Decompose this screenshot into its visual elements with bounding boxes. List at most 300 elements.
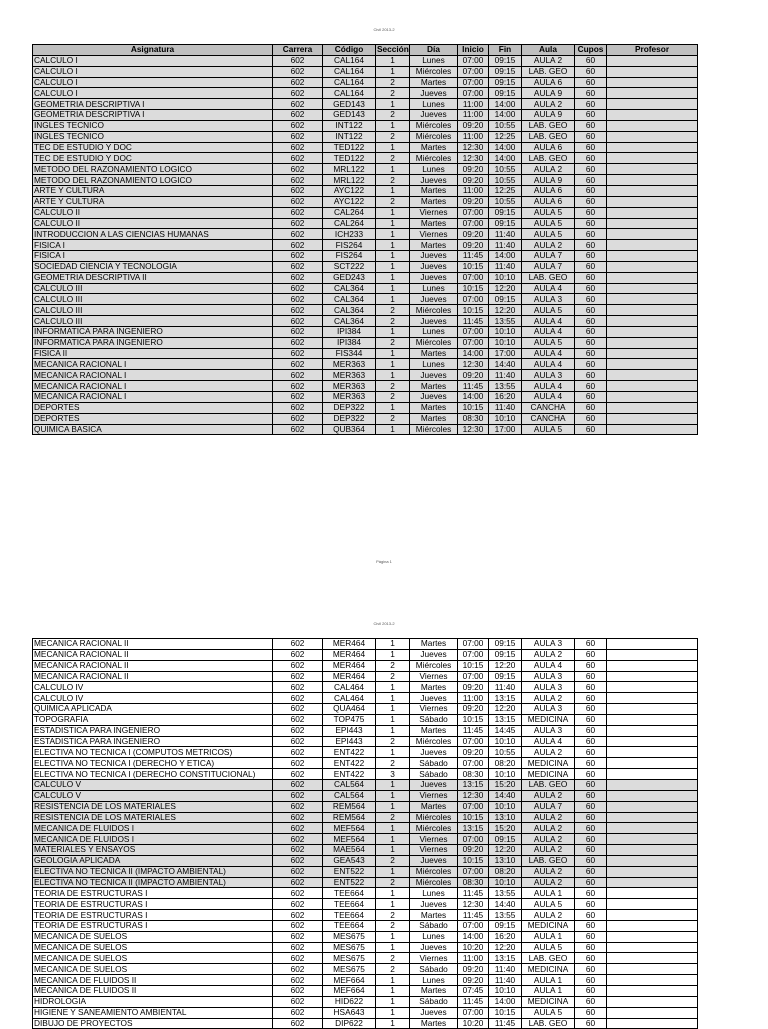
header-inicio: Inicio bbox=[458, 45, 489, 56]
cell-seccion: 2 bbox=[376, 175, 410, 186]
cell-seccion: 1 bbox=[376, 218, 410, 229]
cell-dia: Sábado bbox=[410, 996, 458, 1007]
cell-fin: 14:00 bbox=[489, 142, 522, 153]
cell-codigo: CAL364 bbox=[323, 316, 376, 327]
cell-codigo: HSA643 bbox=[323, 1007, 376, 1018]
cell-seccion: 2 bbox=[376, 413, 410, 424]
cell-asignatura: CALCULO I bbox=[33, 77, 273, 88]
table-row bbox=[33, 185, 698, 196]
table-row bbox=[33, 413, 698, 424]
cell-carrera: 602 bbox=[273, 660, 323, 671]
cell-asignatura: ARTE Y CULTURA bbox=[33, 185, 273, 196]
cell-fin: 13:15 bbox=[489, 693, 522, 704]
cell-aula: AULA 7 bbox=[522, 801, 575, 812]
cell-inicio: 10:15 bbox=[458, 855, 489, 866]
cell-profesor bbox=[607, 931, 698, 942]
table-row bbox=[33, 326, 698, 337]
cell-inicio: 09:20 bbox=[458, 370, 489, 381]
cell-inicio: 07:00 bbox=[458, 337, 489, 348]
cell-carrera: 602 bbox=[273, 704, 323, 715]
cell-codigo: TEE664 bbox=[323, 888, 376, 899]
table-row bbox=[33, 747, 698, 758]
cell-cupos: 60 bbox=[575, 758, 607, 769]
cell-fin: 09:15 bbox=[489, 920, 522, 931]
cell-fin: 08:20 bbox=[489, 866, 522, 877]
cell-aula: AULA 2 bbox=[522, 649, 575, 660]
cell-carrera: 602 bbox=[273, 725, 323, 736]
cell-carrera: 602 bbox=[273, 964, 323, 975]
cell-codigo: IPI384 bbox=[323, 326, 376, 337]
table-row bbox=[33, 175, 698, 186]
cell-fin: 10:55 bbox=[489, 164, 522, 175]
table-row bbox=[33, 920, 698, 931]
table-row bbox=[33, 834, 698, 845]
cell-aula: AULA 3 bbox=[522, 370, 575, 381]
cell-carrera: 602 bbox=[273, 413, 323, 424]
cell-dia: Martes bbox=[410, 910, 458, 921]
cell-dia: Martes bbox=[410, 142, 458, 153]
cell-codigo: GED243 bbox=[323, 272, 376, 283]
cell-aula: AULA 4 bbox=[522, 348, 575, 359]
table-row bbox=[33, 392, 698, 403]
cell-seccion: 1 bbox=[376, 845, 410, 856]
cell-inicio: 12:30 bbox=[458, 359, 489, 370]
cell-profesor bbox=[607, 964, 698, 975]
cell-asignatura: MECANICA DE FLUIDOS II bbox=[33, 975, 273, 986]
cell-profesor bbox=[607, 1018, 698, 1029]
cell-fin: 17:00 bbox=[489, 424, 522, 435]
cell-cupos: 60 bbox=[575, 402, 607, 413]
cell-dia: Martes bbox=[410, 402, 458, 413]
cell-codigo: TED122 bbox=[323, 153, 376, 164]
table-row bbox=[33, 714, 698, 725]
cell-carrera: 602 bbox=[273, 855, 323, 866]
cell-codigo: ICH233 bbox=[323, 229, 376, 240]
cell-cupos: 60 bbox=[575, 229, 607, 240]
cell-fin: 13:55 bbox=[489, 381, 522, 392]
cell-codigo: IPI384 bbox=[323, 337, 376, 348]
cell-fin: 14:00 bbox=[489, 996, 522, 1007]
table-row bbox=[33, 294, 698, 305]
cell-seccion: 2 bbox=[376, 88, 410, 99]
cell-carrera: 602 bbox=[273, 88, 323, 99]
cell-inicio: 07:00 bbox=[458, 801, 489, 812]
cell-codigo: TED122 bbox=[323, 142, 376, 153]
cell-cupos: 60 bbox=[575, 153, 607, 164]
cell-inicio: 07:00 bbox=[458, 758, 489, 769]
cell-codigo: HID622 bbox=[323, 996, 376, 1007]
cell-dia: Jueves bbox=[410, 175, 458, 186]
cell-seccion: 2 bbox=[376, 316, 410, 327]
cell-codigo: CAL564 bbox=[323, 779, 376, 790]
cell-carrera: 602 bbox=[273, 639, 323, 650]
cell-aula: AULA 5 bbox=[522, 218, 575, 229]
cell-dia: Martes bbox=[410, 682, 458, 693]
cell-aula: MEDICINA bbox=[522, 714, 575, 725]
cell-seccion: 2 bbox=[376, 855, 410, 866]
cell-inicio: 10:15 bbox=[458, 660, 489, 671]
table-row bbox=[33, 649, 698, 660]
cell-cupos: 60 bbox=[575, 392, 607, 403]
cell-asignatura: GEOLOGIA APLICADA bbox=[33, 855, 273, 866]
cell-dia: Martes bbox=[410, 1018, 458, 1029]
cell-aula: AULA 9 bbox=[522, 110, 575, 121]
cell-aula: AULA 5 bbox=[522, 229, 575, 240]
cell-inicio: 09:20 bbox=[458, 229, 489, 240]
cell-inicio: 11:00 bbox=[458, 693, 489, 704]
cell-asignatura: CALCULO IV bbox=[33, 693, 273, 704]
cell-fin: 14:40 bbox=[489, 359, 522, 370]
cell-aula: LAB. GEO bbox=[522, 855, 575, 866]
cell-profesor bbox=[607, 725, 698, 736]
cell-profesor bbox=[607, 359, 698, 370]
cell-asignatura: ELECTIVA NO TECNICA II (IMPACTO AMBIENTAL) bbox=[33, 866, 273, 877]
cell-profesor bbox=[607, 996, 698, 1007]
cell-carrera: 602 bbox=[273, 99, 323, 110]
cell-asignatura: ELECTIVA NO TECNICA I (COMPUTOS METRICOS) bbox=[33, 747, 273, 758]
cell-asignatura: TEORIA DE ESTRUCTURAS I bbox=[33, 910, 273, 921]
cell-asignatura: FISICA I bbox=[33, 251, 273, 262]
cell-carrera: 602 bbox=[273, 975, 323, 986]
cell-profesor bbox=[607, 337, 698, 348]
cell-dia: Miércoles bbox=[410, 131, 458, 142]
cell-dia: Jueves bbox=[410, 942, 458, 953]
cell-codigo: ENT422 bbox=[323, 769, 376, 780]
table-row bbox=[33, 110, 698, 121]
cell-dia: Miércoles bbox=[410, 66, 458, 77]
cell-inicio: 07:00 bbox=[458, 736, 489, 747]
cell-inicio: 07:00 bbox=[458, 294, 489, 305]
cell-cupos: 60 bbox=[575, 790, 607, 801]
cell-asignatura: HIGIENE Y SANEAMIENTO AMBIENTAL bbox=[33, 1007, 273, 1018]
cell-inicio: 11:00 bbox=[458, 131, 489, 142]
table-row bbox=[33, 823, 698, 834]
cell-dia: Martes bbox=[410, 381, 458, 392]
cell-asignatura: GEOMETRIA DESCRIPTIVA I bbox=[33, 110, 273, 121]
cell-profesor bbox=[607, 370, 698, 381]
cell-asignatura: ARTE Y CULTURA bbox=[33, 196, 273, 207]
cell-carrera: 602 bbox=[273, 142, 323, 153]
cell-codigo: ENT422 bbox=[323, 758, 376, 769]
cell-carrera: 602 bbox=[273, 424, 323, 435]
cell-profesor bbox=[607, 164, 698, 175]
cell-inicio: 14:00 bbox=[458, 392, 489, 403]
cell-inicio: 10:20 bbox=[458, 1018, 489, 1029]
cell-inicio: 07:00 bbox=[458, 272, 489, 283]
table-row bbox=[33, 899, 698, 910]
cell-fin: 10:10 bbox=[489, 272, 522, 283]
cell-carrera: 602 bbox=[273, 986, 323, 997]
cell-codigo: MRL122 bbox=[323, 164, 376, 175]
cell-profesor bbox=[607, 910, 698, 921]
cell-fin: 10:55 bbox=[489, 120, 522, 131]
cell-aula: AULA 2 bbox=[522, 834, 575, 845]
table-row bbox=[33, 196, 698, 207]
cell-dia: Lunes bbox=[410, 99, 458, 110]
cell-dia: Viernes bbox=[410, 671, 458, 682]
cell-asignatura: QUIMICA BASICA bbox=[33, 424, 273, 435]
cell-fin: 14:40 bbox=[489, 790, 522, 801]
cell-fin: 16:20 bbox=[489, 392, 522, 403]
cell-carrera: 602 bbox=[273, 196, 323, 207]
cell-cupos: 60 bbox=[575, 736, 607, 747]
cell-codigo: CAL564 bbox=[323, 790, 376, 801]
cell-codigo: MEF664 bbox=[323, 986, 376, 997]
cell-fin: 10:55 bbox=[489, 747, 522, 758]
cell-codigo: CAL364 bbox=[323, 305, 376, 316]
cell-profesor bbox=[607, 747, 698, 758]
cell-aula: AULA 4 bbox=[522, 283, 575, 294]
cell-carrera: 602 bbox=[273, 812, 323, 823]
cell-seccion: 1 bbox=[376, 164, 410, 175]
cell-codigo: QUA464 bbox=[323, 704, 376, 715]
header-fin: Fin bbox=[489, 45, 522, 56]
cell-asignatura: DIBUJO DE PROYECTOS bbox=[33, 1018, 273, 1029]
cell-cupos: 60 bbox=[575, 714, 607, 725]
cell-seccion: 1 bbox=[376, 986, 410, 997]
cell-seccion: 2 bbox=[376, 153, 410, 164]
cell-aula: LAB. GEO bbox=[522, 131, 575, 142]
cell-seccion: 1 bbox=[376, 693, 410, 704]
cell-dia: Viernes bbox=[410, 845, 458, 856]
cell-seccion: 1 bbox=[376, 714, 410, 725]
cell-codigo: CAL164 bbox=[323, 66, 376, 77]
cell-profesor bbox=[607, 110, 698, 121]
cell-profesor bbox=[607, 812, 698, 823]
cell-aula: AULA 4 bbox=[522, 316, 575, 327]
cell-cupos: 60 bbox=[575, 207, 607, 218]
cell-aula: AULA 9 bbox=[522, 88, 575, 99]
cell-profesor bbox=[607, 142, 698, 153]
cell-inicio: 11:45 bbox=[458, 381, 489, 392]
cell-dia: Martes bbox=[410, 196, 458, 207]
cell-asignatura: MECANICA RACIONAL I bbox=[33, 392, 273, 403]
cell-codigo: TOP475 bbox=[323, 714, 376, 725]
cell-carrera: 602 bbox=[273, 370, 323, 381]
table-row bbox=[33, 348, 698, 359]
cell-seccion: 2 bbox=[376, 736, 410, 747]
cell-fin: 09:15 bbox=[489, 639, 522, 650]
cell-seccion: 1 bbox=[376, 348, 410, 359]
cell-profesor bbox=[607, 693, 698, 704]
cell-inicio: 07:00 bbox=[458, 218, 489, 229]
cell-cupos: 60 bbox=[575, 812, 607, 823]
table-row bbox=[33, 424, 698, 435]
cell-inicio: 11:45 bbox=[458, 996, 489, 1007]
cell-asignatura: TEC DE ESTUDIO Y DOC bbox=[33, 142, 273, 153]
cell-asignatura: FISICA II bbox=[33, 348, 273, 359]
cell-aula: AULA 3 bbox=[522, 725, 575, 736]
cell-codigo: MER464 bbox=[323, 660, 376, 671]
table-row bbox=[33, 316, 698, 327]
table-row bbox=[33, 801, 698, 812]
cell-cupos: 60 bbox=[575, 986, 607, 997]
cell-dia: Miércoles bbox=[410, 866, 458, 877]
cell-aula: LAB. GEO bbox=[522, 120, 575, 131]
cell-carrera: 602 bbox=[273, 714, 323, 725]
cell-aula: AULA 2 bbox=[522, 877, 575, 888]
table-row bbox=[33, 942, 698, 953]
cell-dia: Lunes bbox=[410, 55, 458, 66]
cell-dia: Jueves bbox=[410, 370, 458, 381]
cell-carrera: 602 bbox=[273, 110, 323, 121]
cell-profesor bbox=[607, 920, 698, 931]
cell-fin: 17:00 bbox=[489, 348, 522, 359]
cell-codigo: SCT222 bbox=[323, 261, 376, 272]
cell-fin: 13:55 bbox=[489, 888, 522, 899]
cell-cupos: 60 bbox=[575, 283, 607, 294]
table-row bbox=[33, 888, 698, 899]
cell-cupos: 60 bbox=[575, 660, 607, 671]
cell-cupos: 60 bbox=[575, 240, 607, 251]
cell-asignatura: INGLES TECNICO bbox=[33, 120, 273, 131]
cell-carrera: 602 bbox=[273, 736, 323, 747]
cell-codigo: AYC122 bbox=[323, 196, 376, 207]
cell-seccion: 1 bbox=[376, 99, 410, 110]
cell-cupos: 60 bbox=[575, 931, 607, 942]
cell-asignatura: DEPORTES bbox=[33, 413, 273, 424]
cell-asignatura: RESISTENCIA DE LOS MATERIALES bbox=[33, 801, 273, 812]
cell-asignatura: TEORIA DE ESTRUCTURAS I bbox=[33, 920, 273, 931]
cell-inicio: 11:45 bbox=[458, 888, 489, 899]
cell-profesor bbox=[607, 348, 698, 359]
cell-inicio: 09:20 bbox=[458, 964, 489, 975]
cell-profesor bbox=[607, 175, 698, 186]
table-row bbox=[33, 693, 698, 704]
cell-dia: Jueves bbox=[410, 110, 458, 121]
cell-fin: 09:15 bbox=[489, 55, 522, 66]
cell-carrera: 602 bbox=[273, 693, 323, 704]
cell-fin: 13:10 bbox=[489, 812, 522, 823]
cell-asignatura: MECANICA RACIONAL I bbox=[33, 370, 273, 381]
cell-dia: Lunes bbox=[410, 931, 458, 942]
cell-codigo: GED143 bbox=[323, 110, 376, 121]
cell-fin: 11:40 bbox=[489, 964, 522, 975]
cell-inicio: 11:45 bbox=[458, 251, 489, 262]
cell-cupos: 60 bbox=[575, 704, 607, 715]
table-row bbox=[33, 1018, 698, 1029]
cell-codigo: DEP322 bbox=[323, 402, 376, 413]
cell-fin: 11:40 bbox=[489, 370, 522, 381]
cell-fin: 12:20 bbox=[489, 704, 522, 715]
cell-profesor bbox=[607, 153, 698, 164]
cell-seccion: 1 bbox=[376, 931, 410, 942]
cell-asignatura: CALCULO III bbox=[33, 305, 273, 316]
cell-cupos: 60 bbox=[575, 639, 607, 650]
cell-asignatura: INTRODUCCION A LAS CIENCIAS HUMANAS bbox=[33, 229, 273, 240]
cell-asignatura: MECANICA RACIONAL II bbox=[33, 660, 273, 671]
cell-aula: AULA 3 bbox=[522, 294, 575, 305]
cell-asignatura: MECANICA DE FLUIDOS I bbox=[33, 823, 273, 834]
table-row bbox=[33, 639, 698, 650]
cell-profesor bbox=[607, 877, 698, 888]
cell-cupos: 60 bbox=[575, 1007, 607, 1018]
cell-cupos: 60 bbox=[575, 866, 607, 877]
cell-dia: Viernes bbox=[410, 207, 458, 218]
table-row bbox=[33, 660, 698, 671]
cell-profesor bbox=[607, 294, 698, 305]
cell-aula: AULA 2 bbox=[522, 845, 575, 856]
cell-aula: LAB. GEO bbox=[522, 272, 575, 283]
cell-aula: AULA 1 bbox=[522, 986, 575, 997]
cell-fin: 10:10 bbox=[489, 801, 522, 812]
cell-seccion: 1 bbox=[376, 704, 410, 715]
cell-profesor bbox=[607, 986, 698, 997]
cell-inicio: 12:30 bbox=[458, 153, 489, 164]
cell-inicio: 12:30 bbox=[458, 790, 489, 801]
cell-codigo: DEP322 bbox=[323, 413, 376, 424]
cell-seccion: 3 bbox=[376, 769, 410, 780]
cell-seccion: 2 bbox=[376, 910, 410, 921]
cell-cupos: 60 bbox=[575, 55, 607, 66]
cell-fin: 15:20 bbox=[489, 779, 522, 790]
cell-carrera: 602 bbox=[273, 207, 323, 218]
cell-asignatura: MECANICA DE SUELOS bbox=[33, 942, 273, 953]
cell-cupos: 60 bbox=[575, 747, 607, 758]
cell-carrera: 602 bbox=[273, 747, 323, 758]
cell-codigo: TEE664 bbox=[323, 910, 376, 921]
cell-seccion: 1 bbox=[376, 402, 410, 413]
table-row bbox=[33, 251, 698, 262]
cell-seccion: 1 bbox=[376, 779, 410, 790]
cell-dia: Miércoles bbox=[410, 660, 458, 671]
cell-codigo: ENT522 bbox=[323, 866, 376, 877]
table-row bbox=[33, 877, 698, 888]
cell-carrera: 602 bbox=[273, 920, 323, 931]
cell-asignatura: QUIMICA APLICADA bbox=[33, 704, 273, 715]
cell-dia: Sábado bbox=[410, 714, 458, 725]
cell-codigo: MEF564 bbox=[323, 834, 376, 845]
cell-seccion: 2 bbox=[376, 77, 410, 88]
cell-carrera: 602 bbox=[273, 671, 323, 682]
header-carrera: Carrera bbox=[273, 45, 323, 56]
cell-cupos: 60 bbox=[575, 682, 607, 693]
cell-carrera: 602 bbox=[273, 294, 323, 305]
table-row bbox=[33, 66, 698, 77]
cell-aula: AULA 2 bbox=[522, 99, 575, 110]
cell-carrera: 602 bbox=[273, 877, 323, 888]
cell-fin: 10:55 bbox=[489, 196, 522, 207]
cell-dia: Lunes bbox=[410, 326, 458, 337]
cell-cupos: 60 bbox=[575, 823, 607, 834]
cell-inicio: 13:15 bbox=[458, 823, 489, 834]
cell-dia: Jueves bbox=[410, 316, 458, 327]
cell-codigo: MAE564 bbox=[323, 845, 376, 856]
cell-dia: Lunes bbox=[410, 888, 458, 899]
cell-inicio: 11:00 bbox=[458, 110, 489, 121]
cell-carrera: 602 bbox=[273, 153, 323, 164]
cell-seccion: 1 bbox=[376, 834, 410, 845]
cell-dia: Jueves bbox=[410, 294, 458, 305]
cell-inicio: 14:00 bbox=[458, 348, 489, 359]
cell-fin: 09:15 bbox=[489, 77, 522, 88]
cell-fin: 09:15 bbox=[489, 649, 522, 660]
cell-inicio: 07:00 bbox=[458, 671, 489, 682]
cell-dia: Jueves bbox=[410, 779, 458, 790]
cell-fin: 12:25 bbox=[489, 131, 522, 142]
cell-dia: Lunes bbox=[410, 359, 458, 370]
cell-asignatura: INGLES TECNICO bbox=[33, 131, 273, 142]
cell-dia: Martes bbox=[410, 348, 458, 359]
header-dia: Día bbox=[410, 45, 458, 56]
cell-dia: Martes bbox=[410, 185, 458, 196]
cell-aula: AULA 7 bbox=[522, 261, 575, 272]
cell-profesor bbox=[607, 714, 698, 725]
cell-carrera: 602 bbox=[273, 66, 323, 77]
table-row bbox=[33, 131, 698, 142]
cell-aula: LAB. GEO bbox=[522, 66, 575, 77]
cell-asignatura: ESTADISTICA PARA INGENIERO bbox=[33, 736, 273, 747]
